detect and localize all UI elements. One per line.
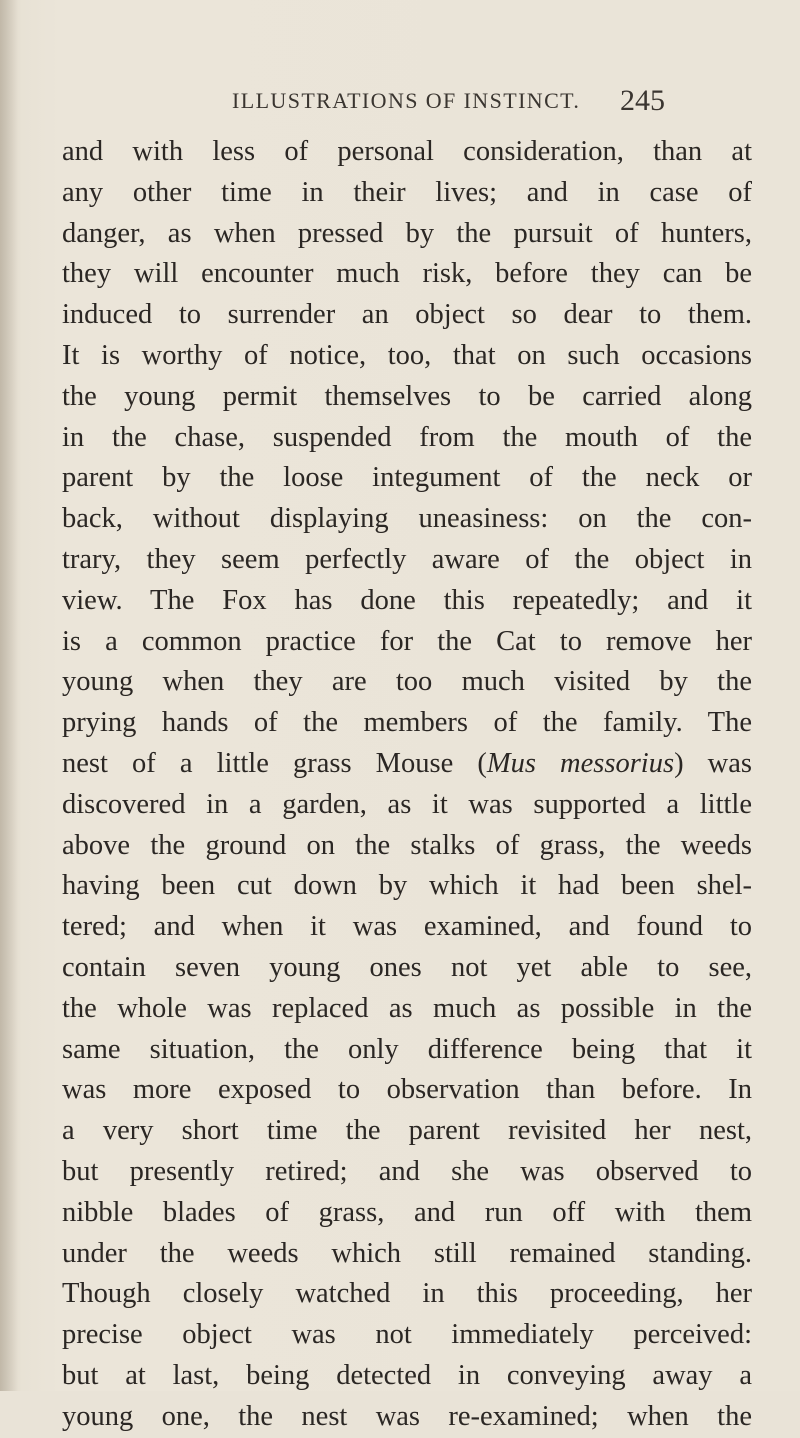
text-segment: nest of a little grass Mouse ( xyxy=(62,747,487,779)
text-line: danger, as when pressed by the pursuit of hunters, xyxy=(62,217,752,249)
text-line: back, without displaying uneasiness: on the con- xyxy=(62,503,752,535)
species-name-italic: Mus messorius xyxy=(486,747,675,779)
page-number: 245 xyxy=(620,84,665,117)
text-line-with-italic xyxy=(62,744,752,785)
text-line: above the ground on the stalks of grass, the weeds xyxy=(62,829,752,861)
text-line: trary, they seem perfectly aware of the object in xyxy=(62,543,752,575)
text-line: induced to surrender an object so dear to them. xyxy=(62,299,752,331)
text-line: contain seven young ones not yet able to see, xyxy=(62,951,752,983)
running-head xyxy=(0,76,800,116)
text-line: any other time in their lives; and in case of xyxy=(62,176,752,208)
text-line: It is worthy of notice, too, that on such occasions xyxy=(62,339,752,371)
text-line: having been cut down by which it had been shel- xyxy=(62,870,752,902)
text-segment: ) was xyxy=(674,747,752,779)
text-line: but at last, being detected in conveying away a xyxy=(62,1359,752,1391)
text-line: a very short time the parent revisited her nest, xyxy=(62,1115,752,1147)
text-line: under the weeds which still remained standing. xyxy=(62,1237,752,1269)
text-line: the young permit themselves to be carried along xyxy=(62,380,752,412)
text-line: Though closely watched in this proceeding, her xyxy=(62,1278,752,1310)
text-line: and with less of personal consideration, than at xyxy=(62,136,752,167)
text-line: young when they are too much visited by the xyxy=(62,666,752,698)
text-line: same situation, the only difference being that it xyxy=(62,1033,752,1065)
text-line: but presently retired; and she was observed to xyxy=(62,1155,752,1187)
text-line: nibble blades of grass, and run off with them xyxy=(62,1196,752,1228)
text-line: discovered in a garden, as it was supported a little xyxy=(62,788,752,820)
text-line: the whole was replaced as much as possible in the xyxy=(62,992,752,1024)
text-line: prying hands of the members of the family. The xyxy=(62,707,752,739)
text-line: tered; and when it was examined, and found to xyxy=(62,911,752,943)
text-line: is a common practice for the Cat to remove her xyxy=(62,625,752,657)
spine-shadow xyxy=(0,0,18,1391)
text-line: parent by the loose integument of the neck or xyxy=(62,462,752,494)
text-line: view. The Fox has done this repeatedly; and it xyxy=(62,584,752,616)
body-text xyxy=(62,132,752,1438)
text-line: they will encounter much risk, before they can be xyxy=(62,258,752,290)
text-line: was more exposed to observation than before. In xyxy=(62,1074,752,1106)
text-line: young one, the nest was re-examined; when the xyxy=(62,1400,752,1432)
text-line: precise object was not immediately perceived: xyxy=(62,1319,752,1351)
running-head-title: ILLUSTRATIONS OF INSTINCT. xyxy=(232,88,581,113)
text-line: in the chase, suspended from the mouth of the xyxy=(62,421,752,453)
